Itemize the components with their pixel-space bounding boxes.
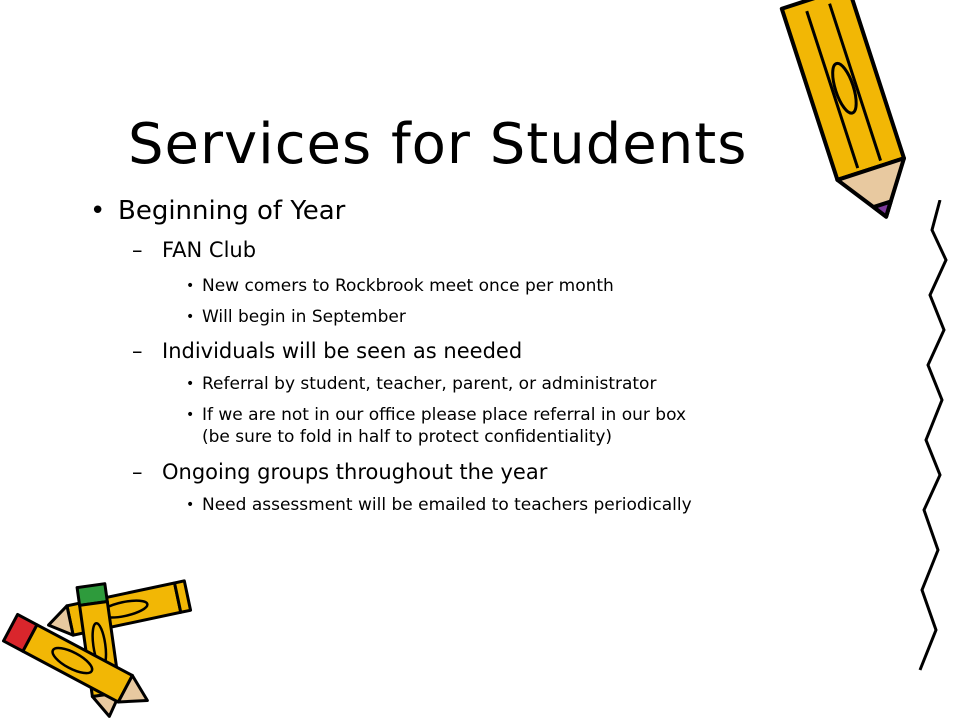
bullet-mark: •: [186, 407, 195, 423]
item-text: If we are not in our office please place referral in our box: [202, 405, 687, 425]
subheading-text: FAN Club: [162, 238, 257, 262]
subheading-text: Individuals will be seen as needed: [162, 339, 523, 363]
dash-mark: –: [132, 460, 143, 484]
subheading-text: Ongoing groups throughout the year: [162, 460, 548, 484]
item-text: (be sure to fold in half to protect confidentiality): [202, 427, 613, 447]
pencils-icon-bottom-left: [0, 575, 200, 720]
squiggle-line-decoration: [900, 200, 960, 700]
bullet-mark: •: [186, 376, 195, 392]
slide-title: Services for Students: [128, 112, 748, 177]
item-text: Need assessment will be emailed to teachers periodically: [202, 495, 692, 515]
bullet-mark: •: [186, 309, 195, 325]
dash-mark: –: [132, 238, 143, 262]
bullet-mark: •: [186, 278, 195, 294]
item-text: Will begin in September: [202, 307, 406, 327]
item-text: Referral by student, teacher, parent, or administrator: [202, 374, 657, 394]
dash-mark: –: [132, 339, 143, 363]
item-text: New comers to Rockbrook meet once per month: [202, 276, 614, 296]
bullet-mark: •: [186, 497, 195, 513]
bullet-text: Beginning of Year: [118, 196, 346, 226]
bullet-mark: •: [90, 196, 106, 226]
